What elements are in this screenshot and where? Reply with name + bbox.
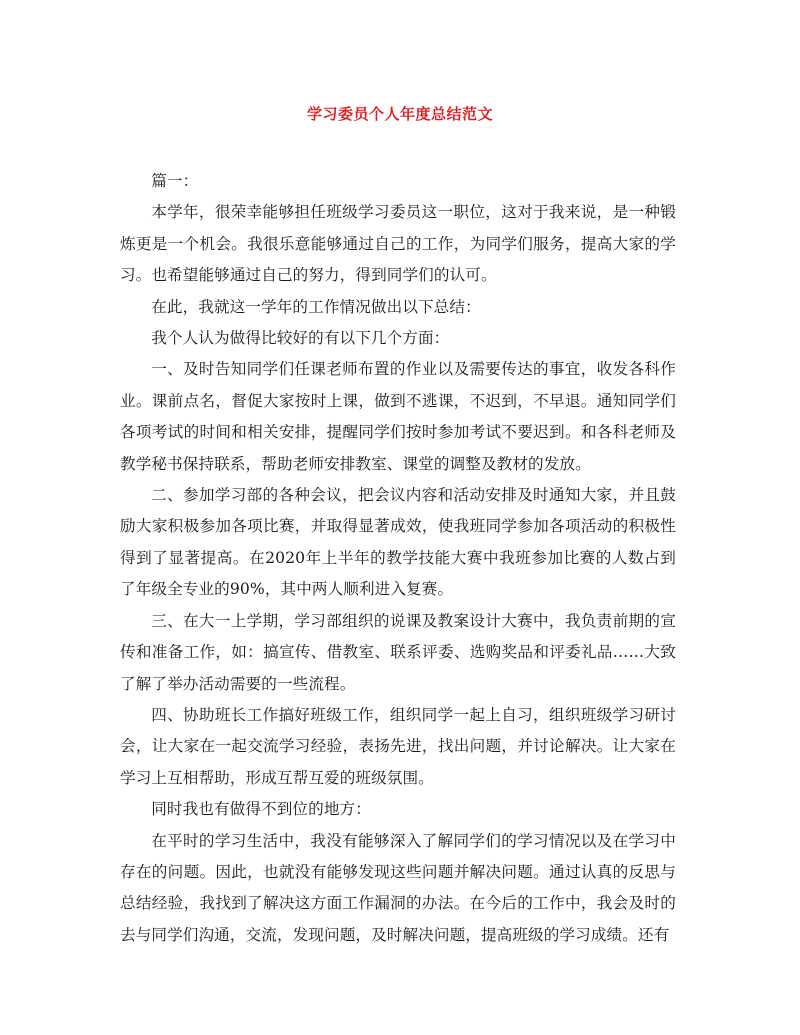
document-title: 学习委员个人年度总结范文 bbox=[306, 105, 493, 123]
paragraph-intro: 本学年，很荣幸能够担任班级学习委员这一职位，这对于我来说，是一种锻炼更是一个机会。我很乐意能够通过自己的工作，为同学们服务，提高大家的学习。也希望能够通过自己的努力，得到同学们的认可。 bbox=[120, 203, 676, 285]
paragraph-point-1: 一、及时告知同学们任课老师布置的作业以及需要传达的事宜，收发各科作业。课前点名，督促大家按时上课，做到不逃课，不迟到，不早退。通知同学们各项考试的时间和相关安排，提醒同学们按时参加考试不要迟到。和各科老师及教学秘书保持联系，帮助老师安排教室、课堂的调整及教材的发放。 bbox=[120, 360, 676, 473]
paragraph-point-4: 四、协助班长工作搞好班级工作，组织同学一起上自习，组织班级学习研讨会，让大家在一起交流学习经验，表扬先进，找出问题，并讨论解决。让大家在学习上互相帮助，形成互帮互爱的班级氛围。 bbox=[120, 705, 676, 787]
document-body bbox=[120, 166, 676, 951]
paragraph-shortcomings-lead: 同时我也有做得不到位的地方： bbox=[151, 800, 371, 819]
paragraph-point-3: 三、在大一上学期，学习部组织的说课及教案设计大赛中，我负责前期的宣传和准备工作，如：搞宣传、借教室、联系评委、选购奖品和评委礼品……大致了解了举办活动需要的一些流程。 bbox=[120, 611, 676, 693]
paragraph-section-heading: 篇一： bbox=[151, 172, 199, 190]
paragraph-reflection: 在平时的学习生活中，我没有能够深入了解同学们的学习情况以及在学习中存在的问题。因此，也就没有能够发现这些问题并解决问题。通过认真的反思与总结经验，我找到了解决这方面工作漏洞的办法。在今后的工作中，我会及时的去与同学们沟通，交流，发现问题，及时解决问题，提高班级的学习成绩。还有 bbox=[120, 831, 676, 944]
paragraph-summary-lead: 在此，我就这一学年的工作情况做出以下总结： bbox=[151, 297, 481, 316]
paragraph-strengths-lead: 我个人认为做得比较好的有以下几个方面： bbox=[151, 329, 450, 348]
paragraph-point-2: 二、参加学习部的各种会议，把会议内容和活动安排及时通知大家，并且鼓励大家积极参加各项比赛，并取得显著成效，使我班同学参加各项活动的积极性得到了显著提高。在2020年上半年的教学技能大赛中我班参加比赛的人数占到了年级全专业的90%，其中两人顺利进入复赛。 bbox=[120, 486, 676, 599]
